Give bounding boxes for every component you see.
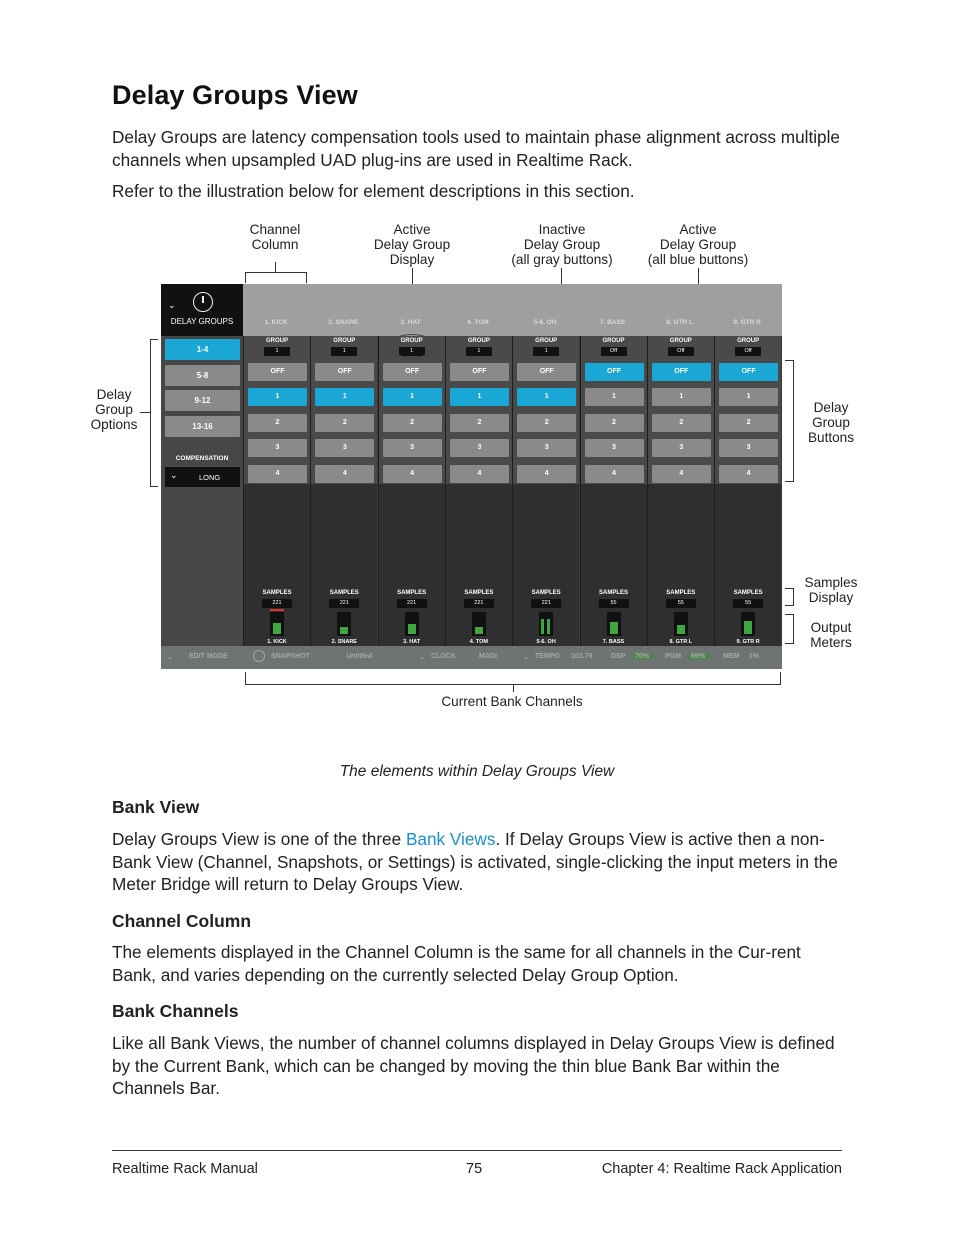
group-display: 1 xyxy=(399,347,425,356)
channel-top-name[interactable]: 5-6. OH xyxy=(533,319,557,326)
bracket-channel-column xyxy=(245,272,307,273)
group-display: 1 xyxy=(264,347,290,356)
channel-column-paragraph: The elements displayed in the Channel Column is the same for all channels in the Cur-rent Bank, and varies depending on the currently selected Delay Group Option. xyxy=(112,942,801,985)
dsp-value: 70% xyxy=(631,653,653,660)
footer-left: Realtime Rack Manual xyxy=(112,1161,258,1177)
group-label: GROUP xyxy=(535,338,558,344)
meter-fill xyxy=(610,622,618,634)
heading-bank-channels: Bank Channels xyxy=(112,1001,239,1021)
delay-group-button[interactable]: 3 xyxy=(450,439,509,457)
channel-name: 7. BASS xyxy=(602,639,625,645)
delay-group-button[interactable]: OFF xyxy=(517,363,576,381)
delay-groups-header xyxy=(161,284,243,336)
samples-display: 221 xyxy=(531,599,561,608)
delay-group-button[interactable]: 4 xyxy=(450,465,509,483)
callout-channel-column: Channel Column xyxy=(249,222,301,252)
bracket-options-tick xyxy=(140,412,150,413)
callout-active-group: Active Delay Group (all blue buttons) xyxy=(647,222,749,267)
delay-group-area xyxy=(244,336,310,484)
samples-label: SAMPLES xyxy=(329,590,359,596)
heading-channel-column: Channel Column xyxy=(112,911,252,931)
bracket-channel-column-left xyxy=(245,272,246,283)
samples-display: 221 xyxy=(262,599,292,608)
bracket-buttons xyxy=(793,360,794,482)
channel-top-name[interactable]: 1. KICK xyxy=(264,319,288,326)
channel-name: 9. GTR R xyxy=(736,639,760,645)
pgm-value: 69% xyxy=(687,653,709,660)
group-display: Off xyxy=(601,347,627,356)
delay-group-button[interactable]: 3 xyxy=(248,439,307,457)
output-meter xyxy=(405,612,419,636)
channel-top-name[interactable]: 4. TOM xyxy=(467,319,489,326)
meter-fill-right xyxy=(547,619,550,634)
chevron-down-icon[interactable]: ⌄ xyxy=(523,654,529,661)
bank-view-paragraph xyxy=(112,828,842,896)
tempo-label: TEMPO xyxy=(535,653,560,660)
channel-strip xyxy=(647,336,714,646)
compensation-select[interactable] xyxy=(165,467,240,487)
clock-label: CLOCK xyxy=(431,653,456,660)
callout-samples-display: Samples Display xyxy=(804,575,858,605)
chevron-down-icon[interactable]: ⌄ xyxy=(167,654,173,661)
samples-label: SAMPLES xyxy=(598,590,628,596)
delay-group-button[interactable]: 3 xyxy=(652,439,711,457)
meter-fill xyxy=(475,627,483,634)
delay-group-button[interactable]: 1 xyxy=(585,388,644,406)
callout-delay-group-buttons: Delay Group Buttons xyxy=(807,400,855,445)
channel-strip xyxy=(512,336,579,646)
bank-channels-paragraph: Like all Bank Views, the number of channel columns displayed in Delay Groups View is defined by the Current Bank, which can be changed by moving the thin blue Bank Bar within the Channels Bar. xyxy=(112,1033,835,1098)
samples-display: 55 xyxy=(733,599,763,608)
samples-label: SAMPLES xyxy=(262,590,292,596)
samples-label: SAMPLES xyxy=(531,590,561,596)
channel-strip xyxy=(445,336,512,646)
highlight-circle xyxy=(389,334,435,358)
channel-top-name[interactable]: 9. GTR R xyxy=(733,319,761,326)
bracket-channel-column-tick xyxy=(275,262,276,272)
bracket-bank-tick xyxy=(513,684,514,692)
bracket-buttons-top xyxy=(785,360,793,361)
bracket-meters-bottom xyxy=(785,643,793,644)
output-meter xyxy=(337,612,351,636)
output-meter xyxy=(674,612,688,636)
group-display: 1 xyxy=(466,347,492,356)
delay-group-button[interactable]: 2 xyxy=(719,414,778,432)
page-number: 75 xyxy=(466,1161,483,1177)
channel-top-name[interactable]: 3. HAT xyxy=(400,319,421,326)
samples-display: 221 xyxy=(329,599,359,608)
delay-group-button[interactable]: OFF xyxy=(450,363,509,381)
group-display: Off xyxy=(668,347,694,356)
samples-display: 55 xyxy=(666,599,696,608)
delay-groups-screenshot xyxy=(161,284,782,669)
callout-current-bank-channels: Current Bank Channels xyxy=(441,694,583,709)
meter-fill xyxy=(677,625,685,634)
delay-group-area xyxy=(446,336,512,484)
channel-top-name[interactable]: 2. SNARE xyxy=(328,319,359,326)
footer-rule xyxy=(112,1150,842,1151)
delay-group-button[interactable]: OFF xyxy=(652,363,711,381)
delay-group-button[interactable]: 3 xyxy=(517,439,576,457)
delay-group-button[interactable]: 1 xyxy=(248,388,307,406)
channel-strip xyxy=(378,336,445,646)
delay-group-button[interactable]: 4 xyxy=(383,465,442,483)
bracket-samples-bottom xyxy=(785,605,793,606)
channel-name: 1. KICK xyxy=(267,639,287,645)
figure-caption: The elements within Delay Groups View xyxy=(339,762,615,780)
delay-group-button[interactable]: 4 xyxy=(315,465,374,483)
delay-group-area xyxy=(648,336,714,484)
delay-group-button[interactable]: 2 xyxy=(652,414,711,432)
channel-strip xyxy=(310,336,377,646)
channel-top-name[interactable]: 7. BASS xyxy=(599,319,626,326)
delay-group-button[interactable]: 3 xyxy=(585,439,644,457)
mem-value: 1% xyxy=(749,653,760,660)
samples-display: 221 xyxy=(397,599,427,608)
meter-bridge[interactable] xyxy=(243,284,782,336)
delay-group-button[interactable]: 4 xyxy=(248,465,307,483)
group-display: 1 xyxy=(331,347,357,356)
clock-value[interactable]: MADI xyxy=(479,653,497,660)
option-13-16[interactable]: 13-16 xyxy=(165,416,240,437)
channel-top-name[interactable]: 8. GTR L xyxy=(666,319,694,326)
delay-group-button[interactable]: OFF xyxy=(719,363,778,381)
delay-group-button[interactable]: 1 xyxy=(450,388,509,406)
bank-view-text-b: . If Delay Groups View is active then a non-Bank View (Channel, Snapshots, or Settings) is activated, single-clicking the input meters in the Meter Bridge will return to Delay Groups View. xyxy=(112,829,838,894)
channel-name: 8. GTR L xyxy=(669,639,693,645)
delay-group-button[interactable]: 2 xyxy=(383,414,442,432)
option-9-12[interactable]: 9-12 xyxy=(165,390,240,411)
output-meter xyxy=(270,612,284,636)
output-meter xyxy=(607,612,621,636)
tempo-value[interactable]: 103.79 xyxy=(571,653,593,660)
meter-fill xyxy=(340,627,348,634)
bank-view-text-a: Delay Groups View is one of the three xyxy=(112,829,406,849)
group-label: GROUP xyxy=(467,338,490,344)
delay-group-area xyxy=(311,336,377,484)
delay-group-button[interactable]: 3 xyxy=(719,439,778,457)
meter-fill-left xyxy=(541,619,544,634)
delay-group-area xyxy=(715,336,781,484)
samples-label: SAMPLES xyxy=(733,590,763,596)
channel-name: 4. TOM xyxy=(469,639,489,645)
channel-strip xyxy=(714,336,781,646)
delay-group-button[interactable]: 2 xyxy=(315,414,374,432)
peak-indicator xyxy=(270,609,284,611)
status-bar xyxy=(161,646,782,669)
channel-strip xyxy=(580,336,647,646)
chevron-down-icon[interactable]: ⌄ xyxy=(419,654,425,661)
compensation-label: COMPENSATION xyxy=(175,455,229,462)
clock-icon xyxy=(193,292,213,312)
delay-group-area xyxy=(581,336,647,484)
delay-group-button[interactable]: 2 xyxy=(585,414,644,432)
delay-group-button[interactable]: OFF xyxy=(383,363,442,381)
callout-active-display: Active Delay Group Display xyxy=(373,222,451,267)
bracket-meters xyxy=(793,614,794,644)
bank-views-link[interactable]: Bank Views xyxy=(405,829,496,849)
delay-group-area xyxy=(379,336,445,484)
meter-fill xyxy=(744,621,752,634)
chevron-down-icon[interactable]: ⌄ xyxy=(168,300,176,310)
snapshot-label: SNAPSHOT xyxy=(271,653,310,660)
group-display: Off xyxy=(735,347,761,356)
delay-group-button[interactable]: 2 xyxy=(517,414,576,432)
meter-fill xyxy=(273,623,281,634)
callout-delay-group-options: Delay Group Options xyxy=(90,387,138,432)
menu-icon[interactable] xyxy=(253,650,265,662)
delay-group-button[interactable]: 4 xyxy=(585,465,644,483)
output-meter xyxy=(472,612,486,636)
view-title: DELAY GROUPS xyxy=(170,317,234,326)
samples-display: 221 xyxy=(464,599,494,608)
samples-label: SAMPLES xyxy=(397,590,427,596)
snapshot-name[interactable]: Untitled xyxy=(346,653,373,660)
bracket-samples-top xyxy=(785,588,793,589)
delay-group-button[interactable]: 1 xyxy=(315,388,374,406)
heading-bank-view: Bank View xyxy=(112,797,200,817)
bracket-samples xyxy=(793,588,794,606)
delay-group-button[interactable]: 3 xyxy=(383,439,442,457)
bracket-bank-right xyxy=(780,672,781,684)
meter-fill xyxy=(408,624,416,634)
delay-group-button[interactable]: OFF xyxy=(315,363,374,381)
edit-mode[interactable]: EDIT MODE xyxy=(189,653,228,660)
delay-group-button[interactable]: 4 xyxy=(719,465,778,483)
delay-group-button[interactable]: 1 xyxy=(719,388,778,406)
group-label: GROUP xyxy=(602,338,625,344)
compensation-value: LONG xyxy=(199,473,221,482)
bracket-options-bottom xyxy=(150,486,158,487)
chevron-down-icon: ⌄ xyxy=(170,470,178,480)
bracket-bank-left xyxy=(245,672,246,684)
bracket-options xyxy=(150,339,151,487)
bracket-buttons-bottom xyxy=(785,481,793,482)
delay-group-area xyxy=(513,336,579,484)
channel-column-panel xyxy=(161,284,243,646)
samples-display: 55 xyxy=(599,599,629,608)
group-label: GROUP xyxy=(333,338,356,344)
channel-name: 3. HAT xyxy=(403,639,421,645)
footer-right: Chapter 4: Realtime Rack Application xyxy=(601,1161,842,1177)
channel-strip xyxy=(243,336,310,646)
delay-group-button[interactable]: 1 xyxy=(652,388,711,406)
bracket-channel-column-right xyxy=(306,272,307,283)
option-1-4[interactable]: 1-4 xyxy=(165,339,240,360)
pgm-label: PGM xyxy=(665,653,681,660)
bracket-options-top xyxy=(150,339,158,340)
callout-inactive-group: Inactive Delay Group (all gray buttons) xyxy=(511,222,613,267)
delay-group-button[interactable]: 4 xyxy=(517,465,576,483)
output-meter xyxy=(539,612,553,636)
group-label: GROUP xyxy=(265,338,288,344)
samples-label: SAMPLES xyxy=(666,590,696,596)
intro-paragraph: Delay Groups are latency compensation tools used to maintain phase alignment across multiple channels when upsampled UAD plug-ins are used in Realtime Rack. xyxy=(112,127,840,170)
delay-group-button[interactable]: 1 xyxy=(517,388,576,406)
group-label: GROUP xyxy=(669,338,692,344)
output-meter xyxy=(741,612,755,636)
delay-group-button[interactable]: 1 xyxy=(383,388,442,406)
group-label: GROUP xyxy=(400,338,423,344)
page-title: Delay Groups View xyxy=(112,80,358,110)
delay-group-button[interactable]: OFF xyxy=(248,363,307,381)
callout-output-meters: Output Meters xyxy=(810,620,852,650)
mem-label: MEM xyxy=(723,653,740,660)
bracket-meters-top xyxy=(785,614,793,615)
group-label: GROUP xyxy=(737,338,760,344)
delay-group-button[interactable]: 3 xyxy=(315,439,374,457)
delay-group-button[interactable]: OFF xyxy=(585,363,644,381)
option-5-8[interactable]: 5-8 xyxy=(165,365,240,386)
channel-name: 5-6. OH xyxy=(536,639,556,645)
intro-note: Refer to the illustration below for element descriptions in this section. xyxy=(112,181,635,201)
delay-group-button[interactable]: 4 xyxy=(652,465,711,483)
delay-group-button[interactable]: 2 xyxy=(248,414,307,432)
group-display: 1 xyxy=(533,347,559,356)
delay-group-button[interactable]: 2 xyxy=(450,414,509,432)
dsp-label: DSP xyxy=(611,653,626,660)
samples-label: SAMPLES xyxy=(464,590,494,596)
channel-name: 2. SNARE xyxy=(331,639,357,645)
